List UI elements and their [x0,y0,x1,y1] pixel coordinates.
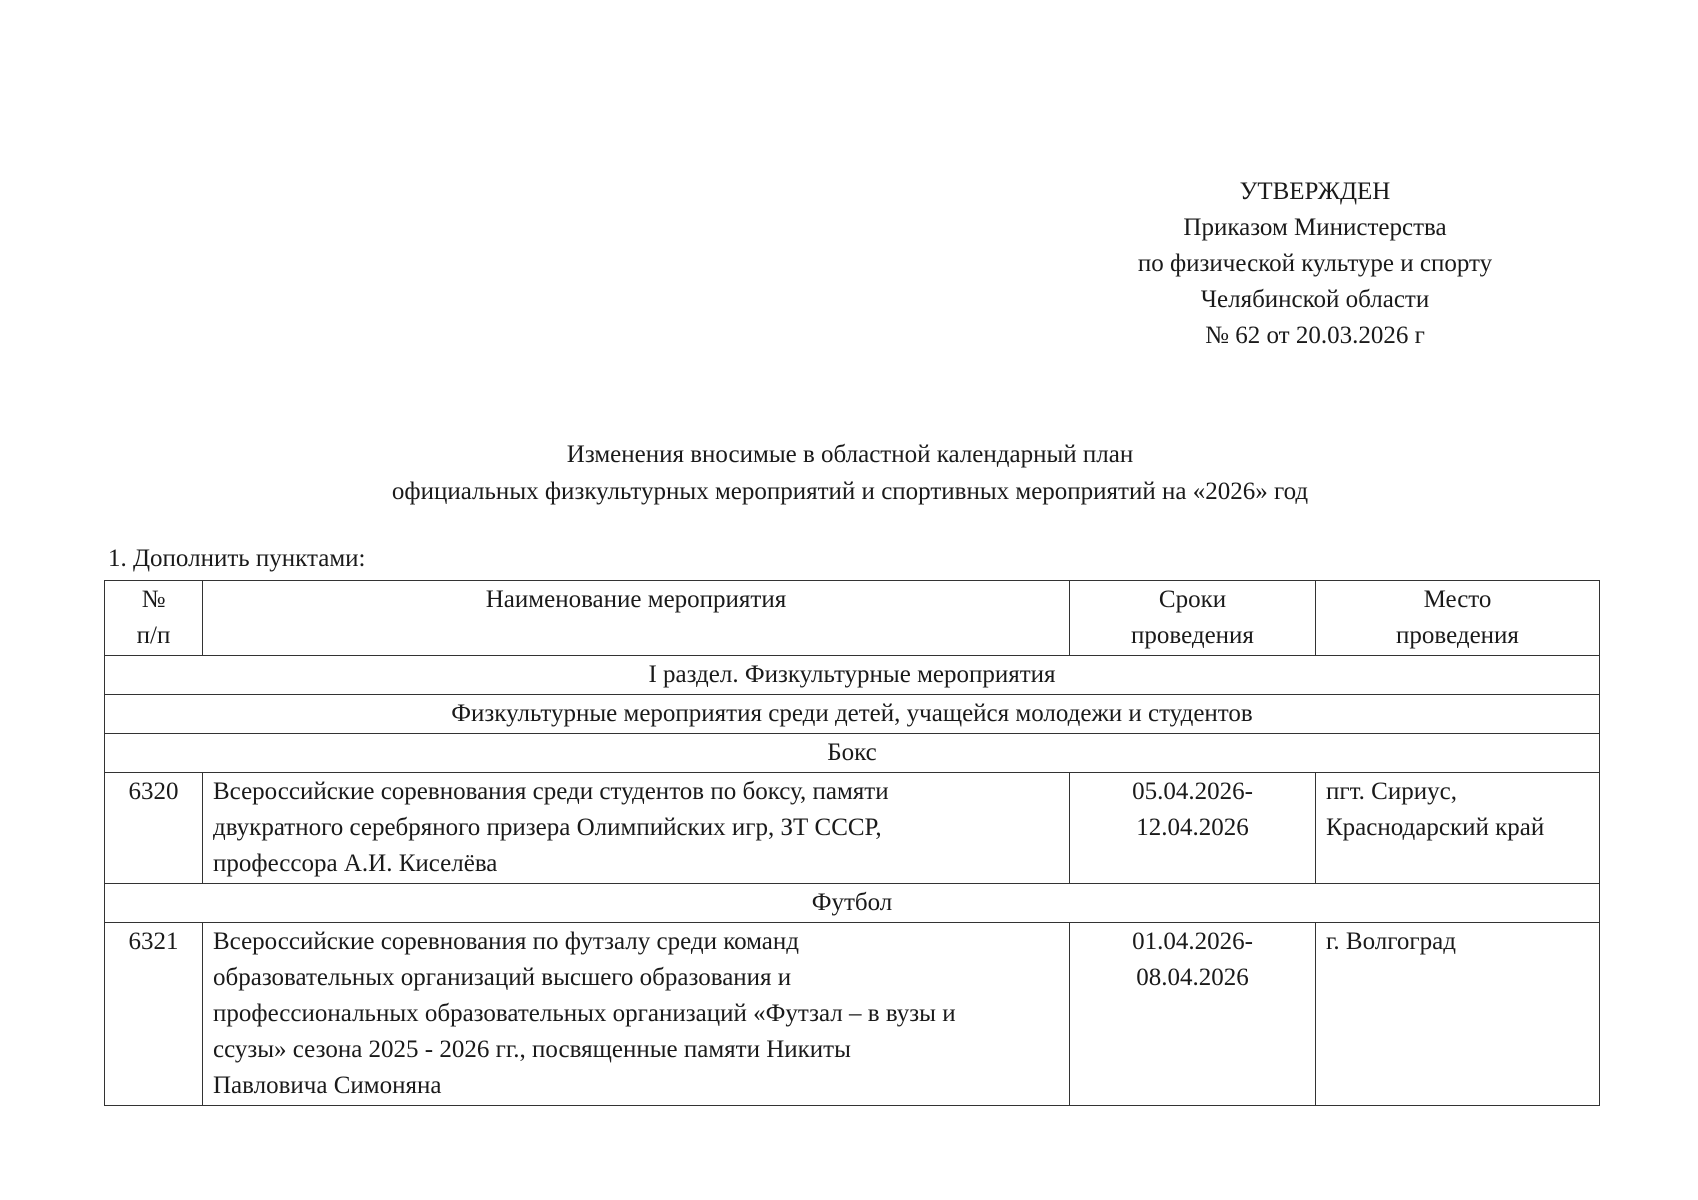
header-number-line-2: п/п [136,622,171,649]
event-date-start: 01.04.2026- [1132,928,1253,955]
header-number [105,581,203,656]
sport-row-boxing [105,734,1600,773]
table-header-row [105,581,1600,656]
header-dates [1070,581,1316,656]
header-place [1316,581,1600,656]
event-name [203,923,1070,1106]
section-title: I раздел. Физкультурные мероприятия [105,656,1600,695]
event-name-line: Павловича Симоняна [213,1072,442,1099]
sport-title: Футбол [105,884,1600,923]
event-date-end: 12.04.2026 [1136,814,1249,841]
event-place-line: пгт. Сириус, [1326,778,1457,805]
event-place-line: Краснодарский край [1326,814,1545,841]
approval-line-number-date: № 62 от 20.03.2026 г [1205,322,1425,349]
event-name-line: Всероссийские соревнования по футзалу среди команд [213,928,799,955]
event-place-line: г. Волгоград [1326,928,1456,955]
header-place-line-2: проведения [1396,622,1519,649]
event-date-end: 08.04.2026 [1136,964,1249,991]
event-dates [1070,773,1316,884]
event-name-line: образовательных организаций высшего образования и [213,964,792,991]
approval-line-region: Челябинской области [1200,286,1430,313]
header-event-name [203,581,1070,656]
sport-title: Бокс [105,734,1600,773]
approval-line-ministry: по физической культуре и спорту [1137,250,1493,277]
subsection-row [105,695,1600,734]
approval-stamp [1090,174,1540,354]
events-table [104,580,1600,1106]
event-date-start: 05.04.2026- [1132,778,1253,805]
event-name-line: Всероссийские соревнования среди студентов по боксу, памяти [213,778,889,805]
event-name-line: профессиональных образовательных организаций «Футзал – в вузы и [213,1000,956,1027]
event-name-line: двукратного серебряного призера Олимпийских игр, ЗТ СССР, [213,814,882,841]
event-number: 6321 [105,923,203,1106]
sport-row-football [105,884,1600,923]
header-place-line-1: Место [1423,586,1492,613]
document-title [100,436,1600,510]
table-row [105,923,1600,1106]
event-name-line: профессора А.И. Киселёва [213,850,498,877]
event-place [1316,923,1600,1106]
header-number-line-1: № [141,586,166,613]
event-place [1316,773,1600,884]
event-name [203,773,1070,884]
event-name-line: ссузы» сезона 2025 - 2026 гг., посвященные памяти Никиты [213,1036,851,1063]
document-title-line-1: Изменения вносимые в областной календарный план [566,441,1134,468]
header-event-name-text: Наименование мероприятия [485,586,787,613]
approval-line-approved: УТВЕРЖДЕН [1239,178,1391,205]
event-number: 6320 [105,773,203,884]
section-row [105,656,1600,695]
section-label: 1. Дополнить пунктами: [108,545,366,572]
table-row [105,773,1600,884]
approval-line-order: Приказом Министерства [1183,214,1447,241]
header-dates-line-1: Сроки [1158,586,1227,613]
document-title-line-2: официальных физкультурных мероприятий и спортивных мероприятий на «2026» год [391,478,1309,505]
header-dates-line-2: проведения [1131,622,1254,649]
event-dates [1070,923,1316,1106]
subsection-title: Физкультурные мероприятия среди детей, учащейся молодежи и студентов [105,695,1600,734]
